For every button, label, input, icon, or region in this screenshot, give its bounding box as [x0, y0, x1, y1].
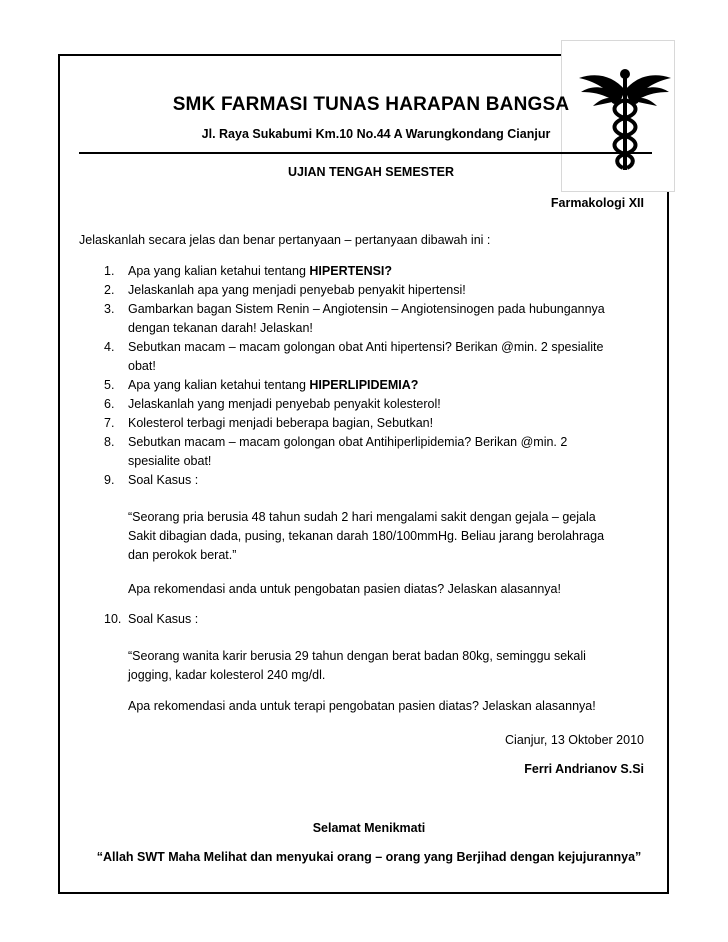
question-text: Jelaskanlah yang menjadi penyebab penyakit kolesterol! [128, 397, 441, 411]
exam-title: UJIAN TENGAH SEMESTER [288, 165, 454, 179]
closing-text: Selamat Menikmati [312, 821, 426, 835]
question-keyword: HIPERTENSI? [309, 264, 393, 278]
question-number: 10. [104, 612, 122, 626]
school-name: SMK FARMASI TUNAS HARAPAN BANGSA [172, 94, 570, 115]
question-keyword: HIPERLIPIDEMIA? [309, 378, 419, 392]
question-text [128, 262, 653, 281]
question-text: Jelaskanlah apa yang menjadi penyebab penyakit hipertensi! [128, 283, 466, 297]
question-text-main: Apa yang kalian ketahui tentang [128, 378, 310, 392]
scenario-line: “Seorang wanita karir berusia 29 tahun dengan berat badan 80kg, seminggu sekali [128, 649, 586, 663]
closing-quote: “Allah SWT Maha Melihat dan menyukai orang – orang yang Berjihad dengan kejujurannya” [96, 850, 642, 864]
question-number: 4. [104, 340, 115, 354]
question-number: 3. [104, 302, 115, 316]
question-number: 7. [104, 416, 115, 430]
question-text [128, 338, 653, 376]
question-line: obat! [128, 359, 156, 373]
scenario-line: Sakit dibagian dada, pusing, tekanan darah 180/100mmHg. Beliau jarang berolahraga [128, 529, 605, 543]
scenario-line: “Seorang pria berusia 48 tahun sudah 2 hari mengalami sakit dengan gejala – gejala [128, 510, 596, 524]
question-text: Soal Kasus : [128, 473, 199, 487]
date-line: Cianjur, 13 Oktober 2010 [505, 733, 644, 747]
school-address: Jl. Raya Sukabumi Km.10 No.44 A Warungkondang Cianjur [201, 127, 551, 141]
case-1-question: Apa rekomendasi anda untuk pengobatan pasien diatas? Jelaskan alasannya! [128, 582, 561, 596]
question-text [128, 376, 653, 395]
question-number: 6. [104, 397, 115, 411]
case-2-question: Apa rekomendasi anda untuk terapi pengobatan pasien diatas? Jelaskan alasannya! [128, 699, 596, 713]
scenario-line: jogging, kadar kolesterol 240 mg/dl. [128, 668, 326, 682]
scenario-line: dan perokok berat.” [128, 548, 237, 562]
question-number: 1. [104, 264, 115, 278]
question-text [128, 433, 653, 471]
case-2-scenario [128, 647, 628, 685]
question-text [128, 300, 653, 338]
question-line: spesialite obat! [128, 454, 212, 468]
header-divider [79, 152, 652, 154]
question-line: Sebutkan macam – macam golongan obat Antihiperlipidemia? Berikan @min. 2 [128, 435, 568, 449]
question-number: 8. [104, 435, 115, 449]
caduceus-icon [575, 62, 675, 172]
question-line: Sebutkan macam – macam golongan obat Anti hipertensi? Berikan @min. 2 spesialite [128, 340, 604, 354]
question-number: 5. [104, 378, 115, 392]
teacher-name: Ferri Andrianov S.Si [524, 762, 644, 776]
question-line: Gambarkan bagan Sistem Renin – Angiotensin – Angiotensinogen pada hubungannya [128, 302, 605, 316]
question-number: 9. [104, 473, 115, 487]
case-1-scenario [128, 508, 628, 565]
question-text-main: Apa yang kalian ketahui tentang [128, 264, 310, 278]
subject-label: Farmakologi XII [550, 196, 644, 210]
question-text: Kolesterol terbagi menjadi beberapa bagian, Sebutkan! [128, 416, 434, 430]
question-text: Soal Kasus : [128, 612, 199, 626]
question-line: dengan tekanan darah! Jelaskan! [128, 321, 313, 335]
instruction-text: Jelaskanlah secara jelas dan benar pertanyaan – pertanyaan dibawah ini : [79, 233, 491, 247]
question-number: 2. [104, 283, 115, 297]
